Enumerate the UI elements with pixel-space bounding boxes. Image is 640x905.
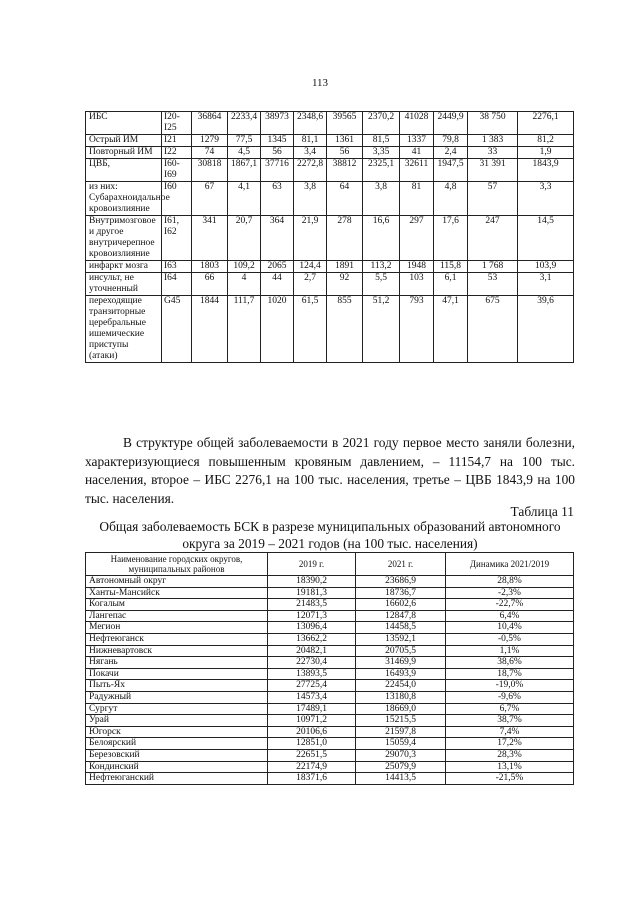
table-cell: 57 bbox=[468, 182, 518, 216]
table-cell: 4,5 bbox=[228, 147, 261, 159]
table-cell: 1843,9 bbox=[518, 159, 574, 182]
table-cell: 6,7% bbox=[446, 703, 574, 715]
table-cell: 19181,3 bbox=[268, 587, 356, 599]
table-cell: 28,3% bbox=[446, 749, 574, 761]
table-row bbox=[86, 576, 574, 588]
table-cell: 4,1 bbox=[228, 182, 261, 216]
row-label: ЦВБ, bbox=[86, 159, 162, 182]
table-row bbox=[86, 645, 574, 657]
table-cell: 103,9 bbox=[518, 261, 574, 273]
table-cell: 22174,9 bbox=[268, 761, 356, 773]
table-cell: 17,6 bbox=[434, 216, 468, 261]
table-cell: 14413,5 bbox=[356, 773, 446, 785]
icd-code: G45 bbox=[162, 296, 192, 363]
table-cell: 64 bbox=[327, 182, 363, 216]
table-cell: 17489,1 bbox=[268, 703, 356, 715]
table-row bbox=[86, 761, 574, 773]
table-cell: 29070,3 bbox=[356, 749, 446, 761]
table-row bbox=[86, 738, 574, 750]
table-cell: 56 bbox=[327, 147, 363, 159]
table-cell: 56 bbox=[261, 147, 294, 159]
table-cell: 2233,4 bbox=[228, 112, 261, 135]
table-cell: 38,6% bbox=[446, 657, 574, 669]
table-cell: 1279 bbox=[192, 135, 228, 147]
table-cell: 13893,5 bbox=[268, 668, 356, 680]
table-cell: 81,5 bbox=[363, 135, 400, 147]
table-cell: 124,4 bbox=[294, 261, 327, 273]
table-cell: 66 bbox=[192, 273, 228, 296]
municipality-name: Лангепас bbox=[86, 610, 268, 622]
table-cell: 13,1% bbox=[446, 761, 574, 773]
table-cell: 3,4 bbox=[294, 147, 327, 159]
table-cell: 20,7 bbox=[228, 216, 261, 261]
table-cell: 67 bbox=[192, 182, 228, 216]
table-cell: 44 bbox=[261, 273, 294, 296]
table-cell: 74 bbox=[192, 147, 228, 159]
table-cell: 13592,1 bbox=[356, 633, 446, 645]
table-cell: 10971,2 bbox=[268, 715, 356, 727]
table-cell: -9,6% bbox=[446, 691, 574, 703]
table-cell: 21597,8 bbox=[356, 726, 446, 738]
table-cell: 1844 bbox=[192, 296, 228, 363]
municipality-name: Нефтеюганск bbox=[86, 633, 268, 645]
table-cell: 1345 bbox=[261, 135, 294, 147]
row-label: Повторный ИМ bbox=[86, 147, 162, 159]
table-cell: -22,7% bbox=[446, 599, 574, 611]
municipality-name: Нягань bbox=[86, 657, 268, 669]
table-cell: 12071,3 bbox=[268, 610, 356, 622]
table-cell: 39565 bbox=[327, 112, 363, 135]
table-cell: 3,1 bbox=[518, 273, 574, 296]
table-cell: 21,9 bbox=[294, 216, 327, 261]
table-cell: 38973 bbox=[261, 112, 294, 135]
table-cell: 20705,5 bbox=[356, 645, 446, 657]
table-cell: 31469,9 bbox=[356, 657, 446, 669]
icd-code: I61, I62 bbox=[162, 216, 192, 261]
table-cell: 6,4% bbox=[446, 610, 574, 622]
table-cell: 28,8% bbox=[446, 576, 574, 588]
table-cell: 1361 bbox=[327, 135, 363, 147]
table-row bbox=[86, 159, 574, 182]
table-cell: 81,2 bbox=[518, 135, 574, 147]
table-cell: 278 bbox=[327, 216, 363, 261]
table-title: Общая заболеваемость БСК в разрезе муниципальных образований автономного округа за 2019 – 2021 годов (на 100 тыс. населения) bbox=[99, 519, 561, 551]
table-cell: 675 bbox=[468, 296, 518, 363]
table-cell: 53 bbox=[468, 273, 518, 296]
table-cell: 2370,2 bbox=[363, 112, 400, 135]
table-cell: 21483,5 bbox=[268, 599, 356, 611]
table-cell: 2065 bbox=[261, 261, 294, 273]
table-cell: 32611 bbox=[400, 159, 434, 182]
table-row bbox=[86, 691, 574, 703]
table-cell: 1948 bbox=[400, 261, 434, 273]
table-cell: 18736,7 bbox=[356, 587, 446, 599]
table-row bbox=[86, 587, 574, 599]
municipality-name: Мегион bbox=[86, 622, 268, 634]
table-cell: 1,9 bbox=[518, 147, 574, 159]
table-row bbox=[86, 703, 574, 715]
table-row bbox=[86, 599, 574, 611]
table-cell: 13096,4 bbox=[268, 622, 356, 634]
row-label: ИБС bbox=[86, 112, 162, 135]
table-cell: 3,8 bbox=[363, 182, 400, 216]
table-cell: 77,5 bbox=[228, 135, 261, 147]
table-header-row bbox=[86, 553, 574, 576]
table-cell: 38812 bbox=[327, 159, 363, 182]
table-cell: 22730,4 bbox=[268, 657, 356, 669]
table-row bbox=[86, 726, 574, 738]
page-number: 113 bbox=[311, 77, 329, 89]
table-cell: 1947,5 bbox=[434, 159, 468, 182]
table-cell: 61,5 bbox=[294, 296, 327, 363]
table-cell: 30818 bbox=[192, 159, 228, 182]
table-cell: 13180,8 bbox=[356, 691, 446, 703]
table-row bbox=[86, 273, 574, 296]
table-cell: 2,4 bbox=[434, 147, 468, 159]
table-cell: 3,8 bbox=[294, 182, 327, 216]
table-cell: 16493,9 bbox=[356, 668, 446, 680]
table-cell: 38 750 bbox=[468, 112, 518, 135]
row-label: из них: Субарахноидальное кровоизлияние bbox=[86, 182, 162, 216]
municipality-name: Автономный округ bbox=[86, 576, 268, 588]
table-row bbox=[86, 668, 574, 680]
table-cell: 5,5 bbox=[363, 273, 400, 296]
table-cell: 25079,9 bbox=[356, 761, 446, 773]
table-row bbox=[86, 147, 574, 159]
table-cell: 20106,6 bbox=[268, 726, 356, 738]
table-cell: 115,8 bbox=[434, 261, 468, 273]
table-cell: 10,4% bbox=[446, 622, 574, 634]
table-row bbox=[86, 216, 574, 261]
table-cell: 15059,4 bbox=[356, 738, 446, 750]
icd-code: I60 bbox=[162, 182, 192, 216]
table-cell: 113,2 bbox=[363, 261, 400, 273]
table-row bbox=[86, 182, 574, 216]
table-cell: 16,6 bbox=[363, 216, 400, 261]
table-cell: 18,7% bbox=[446, 668, 574, 680]
header-dynamics: Динамика 2021/2019 bbox=[446, 553, 574, 576]
table-cell: 12847,8 bbox=[356, 610, 446, 622]
table-cell: 51,2 bbox=[363, 296, 400, 363]
table-cell: -2,3% bbox=[446, 587, 574, 599]
table-cell: 17,2% bbox=[446, 738, 574, 750]
municipality-name: Белоярский bbox=[86, 738, 268, 750]
municipality-name: Сургут bbox=[86, 703, 268, 715]
icd-code: I20-I25 bbox=[162, 112, 192, 135]
table-cell: 33 bbox=[468, 147, 518, 159]
table-cell: 1,1% bbox=[446, 645, 574, 657]
table-cell: 103 bbox=[400, 273, 434, 296]
table-cell: 1803 bbox=[192, 261, 228, 273]
table-cell: 1337 bbox=[400, 135, 434, 147]
municipality-name: Урай bbox=[86, 715, 268, 727]
municipal-table bbox=[85, 552, 574, 785]
table-row bbox=[86, 773, 574, 785]
table-cell: 13662,2 bbox=[268, 633, 356, 645]
municipality-name: Нефтеюганский bbox=[86, 773, 268, 785]
table-cell: 14458,5 bbox=[356, 622, 446, 634]
table-cell: 341 bbox=[192, 216, 228, 261]
table-cell: -19,0% bbox=[446, 680, 574, 692]
table-cell: 79,8 bbox=[434, 135, 468, 147]
table-row bbox=[86, 296, 574, 363]
table-cell: 39,6 bbox=[518, 296, 574, 363]
table-cell: 247 bbox=[468, 216, 518, 261]
row-label: переходящие транзиторные церебральные ишемические приступы (атаки) bbox=[86, 296, 162, 363]
municipality-name: Покачи bbox=[86, 668, 268, 680]
table-cell: 2276,1 bbox=[518, 112, 574, 135]
table-cell: 297 bbox=[400, 216, 434, 261]
body-paragraph: В структуре общей заболеваемости в 2021 году первое место заняли болезни, характеризующиеся повышенным кровяным давлением, – 11154,7 на 100 тыс. населения, второе – ИБС 2276,1 на 100 тыс. населения, третье – ЦВБ 1843,9 на 100 тыс. населения. bbox=[85, 435, 575, 506]
table-cell: 47,1 bbox=[434, 296, 468, 363]
table-cell: 4 bbox=[228, 273, 261, 296]
icd-code: I63 bbox=[162, 261, 192, 273]
table-cell: 14573,4 bbox=[268, 691, 356, 703]
table-cell: 27725,4 bbox=[268, 680, 356, 692]
table-cell: 20482,1 bbox=[268, 645, 356, 657]
table-cell: 1 383 bbox=[468, 135, 518, 147]
table-cell: 31 391 bbox=[468, 159, 518, 182]
header-2021: 2021 г. bbox=[356, 553, 446, 576]
icd-code: I21 bbox=[162, 135, 192, 147]
table-cell: 2,7 bbox=[294, 273, 327, 296]
table-cell: 37716 bbox=[261, 159, 294, 182]
table-cell: 2348,6 bbox=[294, 112, 327, 135]
table-row bbox=[86, 112, 574, 135]
table-cell: 109,2 bbox=[228, 261, 261, 273]
table-row bbox=[86, 633, 574, 645]
table-cell: 14,5 bbox=[518, 216, 574, 261]
municipality-name: Нижневартовск bbox=[86, 645, 268, 657]
table-cell: 41 bbox=[400, 147, 434, 159]
table-row bbox=[86, 610, 574, 622]
table-cell: 1020 bbox=[261, 296, 294, 363]
table-cell: 793 bbox=[400, 296, 434, 363]
table-cell: 2272,8 bbox=[294, 159, 327, 182]
table-cell: 12851,0 bbox=[268, 738, 356, 750]
table-cell: 38,7% bbox=[446, 715, 574, 727]
table-row bbox=[86, 680, 574, 692]
table-cell: 1867,1 bbox=[228, 159, 261, 182]
table-cell: 2325,1 bbox=[363, 159, 400, 182]
table-cell: 3,35 bbox=[363, 147, 400, 159]
row-label: Острый ИМ bbox=[86, 135, 162, 147]
table-cell: 18390,2 bbox=[268, 576, 356, 588]
table-row bbox=[86, 261, 574, 273]
table-cell: 1891 bbox=[327, 261, 363, 273]
municipality-name: Югорск bbox=[86, 726, 268, 738]
municipality-name: Березовский bbox=[86, 749, 268, 761]
municipality-name: Когалым bbox=[86, 599, 268, 611]
table-row bbox=[86, 715, 574, 727]
table-cell: 15215,5 bbox=[356, 715, 446, 727]
header-municipality: Наименование городских округов, муниципальных районов bbox=[86, 553, 268, 576]
table-cell: 36864 bbox=[192, 112, 228, 135]
table-cell: 18669,0 bbox=[356, 703, 446, 715]
table-number: Таблица 11 bbox=[510, 504, 574, 519]
table-cell: 41028 bbox=[400, 112, 434, 135]
row-label: инсульт, не уточненный bbox=[86, 273, 162, 296]
table-cell: 7,4% bbox=[446, 726, 574, 738]
table-cell: 22651,5 bbox=[268, 749, 356, 761]
table-cell: 364 bbox=[261, 216, 294, 261]
municipality-name: Радужный bbox=[86, 691, 268, 703]
table-cell: 2449,9 bbox=[434, 112, 468, 135]
disease-table bbox=[85, 111, 574, 363]
table-cell: 4,8 bbox=[434, 182, 468, 216]
municipality-name: Пыть-Ях bbox=[86, 680, 268, 692]
table-cell: 1 768 bbox=[468, 261, 518, 273]
table-cell: 81 bbox=[400, 182, 434, 216]
table-cell: 81,1 bbox=[294, 135, 327, 147]
header-2019: 2019 г. bbox=[268, 553, 356, 576]
table-cell: 855 bbox=[327, 296, 363, 363]
table-cell: 6,1 bbox=[434, 273, 468, 296]
table-row bbox=[86, 749, 574, 761]
table-cell: 16602,6 bbox=[356, 599, 446, 611]
table-cell: 18371,6 bbox=[268, 773, 356, 785]
table-row bbox=[86, 135, 574, 147]
icd-code: I22 bbox=[162, 147, 192, 159]
table-cell: 92 bbox=[327, 273, 363, 296]
table-cell: -21,5% bbox=[446, 773, 574, 785]
table-cell: 22454,0 bbox=[356, 680, 446, 692]
table-row bbox=[86, 657, 574, 669]
icd-code: I64 bbox=[162, 273, 192, 296]
table-row bbox=[86, 622, 574, 634]
municipality-name: Кондинский bbox=[86, 761, 268, 773]
table-cell: 63 bbox=[261, 182, 294, 216]
row-label: инфаркт мозга bbox=[86, 261, 162, 273]
row-label: Внутримозговое и другое внутричерепное кровоизлияние bbox=[86, 216, 162, 261]
table-cell: 3,3 bbox=[518, 182, 574, 216]
municipality-name: Ханты-Мансийск bbox=[86, 587, 268, 599]
table-cell: 111,7 bbox=[228, 296, 261, 363]
icd-code: I60-I69 bbox=[162, 159, 192, 182]
table-cell: -0,5% bbox=[446, 633, 574, 645]
table-cell: 23686,9 bbox=[356, 576, 446, 588]
